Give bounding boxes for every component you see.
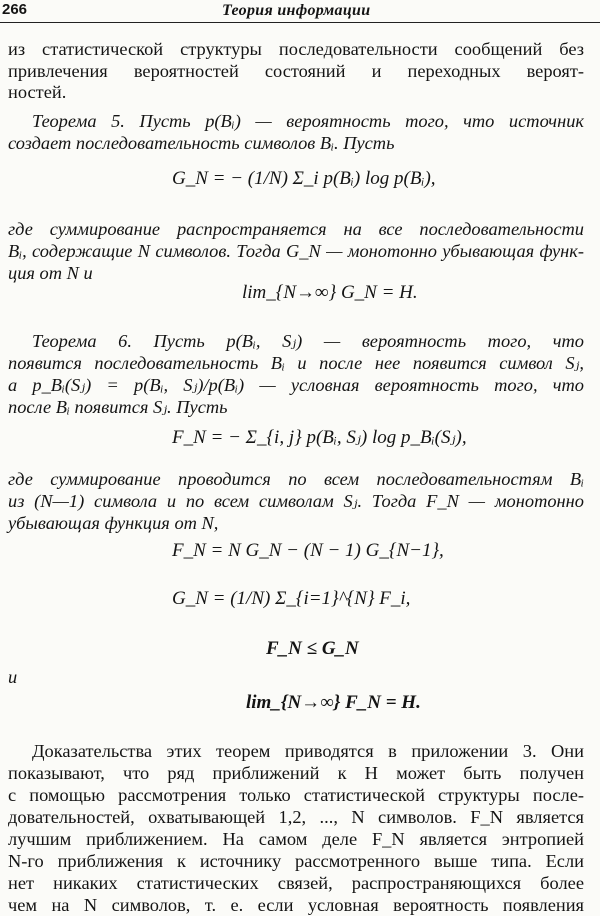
text-line: убывающая функция от N, <box>8 513 219 533</box>
text-line: нет никаких статистических связей, распространяющихся более <box>8 873 584 893</box>
theorem-5-line: Теорема 5. Пусть p(Bᵢ) — вероятность того, что источник <box>32 111 584 131</box>
text-line: ностей. <box>8 82 67 102</box>
text-line: из статистической структуры последовательности сообщений без <box>8 39 584 59</box>
formula-f-n-g: F_N = N G_N − (N − 1) G_{N−1}, <box>172 540 444 561</box>
text-line: N-го приближения к источнику рассмотренного выше типа. Если <box>8 851 584 871</box>
text-line: появится последовательность Bᵢ и после нее появится символ Sⱼ, <box>8 353 584 373</box>
text-line: после Bᵢ появится Sⱼ. Пусть <box>8 397 228 417</box>
running-title: Теория информации <box>222 2 371 19</box>
theorem-6-line: Теорема 6. Пусть p(Bᵢ, Sⱼ) — вероятность того, что <box>32 331 584 351</box>
text-line: показывают, что ряд приближений к H может быть получен <box>8 763 584 783</box>
text-line: привлечения вероятностей состояний и переходных вероят- <box>8 61 584 81</box>
formula-g-sum: G_N = (1/N) Σ_{i=1}^{N} F_i, <box>172 588 411 609</box>
text-line: создает последовательность символов Bᵢ. Пусть <box>8 133 395 153</box>
text-line: чем на N символов, т. е. если условная вероятность появления <box>8 895 584 915</box>
formula-g-n: G_N = − (1/N) Σ_i p(Bᵢ) log p(Bᵢ), <box>172 168 436 189</box>
formula-inequality: F_N ≤ G_N <box>266 638 359 659</box>
text-line: Bᵢ, содержащие N символов. Тогда G_N — монотонно убывающая функ- <box>8 241 584 261</box>
page-number: 266 <box>2 1 28 18</box>
running-header <box>0 0 600 23</box>
text-line: где суммирование распространяется на все последовательности <box>8 219 584 239</box>
text-line: с помощью рассмотрения только статистической структуры после- <box>8 785 584 805</box>
text-line: ция от N и <box>8 263 93 283</box>
text-line: где суммирование проводится по всем последовательностям Bᵢ <box>8 469 584 489</box>
text-line: и <box>8 667 18 687</box>
text-line: довательностей, охватывающей 1,2, ..., N символов. F_N является <box>8 807 584 827</box>
text-line: Доказательства этих теорем приводятся в приложении 3. Они <box>32 741 584 761</box>
formula-lim-f: lim_{N→∞} F_N = H. <box>246 692 421 713</box>
text-line: а p_Bᵢ(Sⱼ) = p(Bᵢ, Sⱼ)/p(Bᵢ) — условная вероятность того, что <box>8 375 584 395</box>
text-line: лучшим приближением. На самом деле F_N является энтропией <box>8 829 584 849</box>
formula-f-n: F_N = − Σ_{i, j} p(Bᵢ, Sⱼ) log p_Bᵢ(Sⱼ), <box>172 427 467 448</box>
formula-lim-g: lim_{N→∞} G_N = H. <box>242 282 418 303</box>
text-line: из (N—1) символа и по всем символам Sⱼ. Тогда F_N — монотонно <box>8 491 584 511</box>
